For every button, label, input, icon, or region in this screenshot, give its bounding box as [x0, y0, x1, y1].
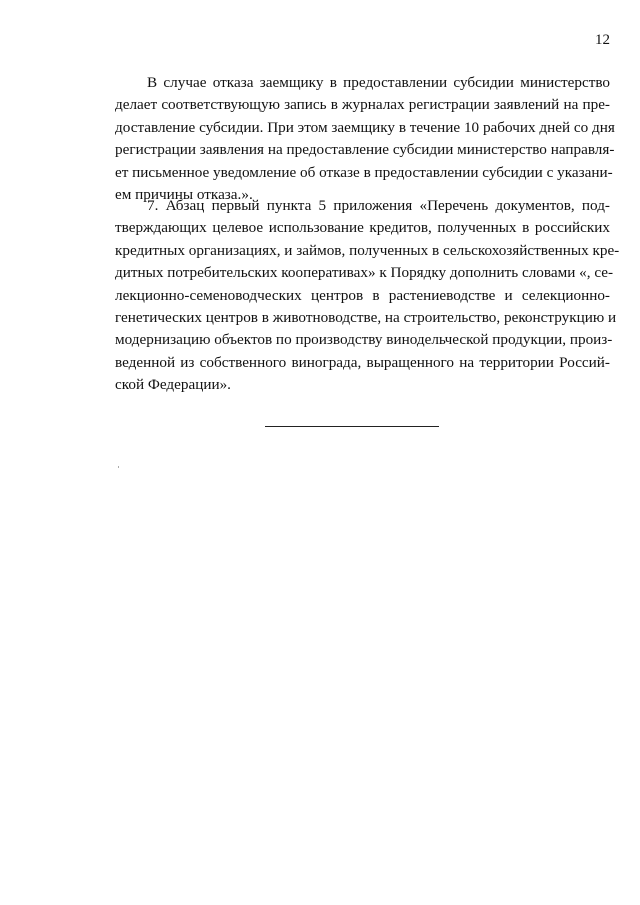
paragraph-line: веденной из собственного винограда, выращенного на территории Россий- [115, 353, 610, 371]
paragraph-line: 7. Абзац первый пункта 5 приложения «Перечень документов, под- [147, 197, 610, 214]
paragraph-line: кредитных организациях, и займов, полученных в сельскохозяйственных кре- [115, 241, 620, 259]
paragraph-line: делает соответствующую запись в журналах регистрации заявлений на пре- [115, 96, 610, 114]
paragraph-line: модернизацию объектов по производству винодельческой продукции, произ- [115, 331, 613, 349]
paragraph-line: генетических центров в животноводстве, на строительство, реконструкцию и [115, 309, 617, 327]
end-separator-line [265, 426, 439, 427]
paragraph-item-7 [115, 195, 620, 397]
paragraph-line: регистрации заявления на предоставление субсидии министерство направля- [115, 141, 615, 159]
paragraph-line: доставление субсидии. При этом заемщику в течение 10 рабочих дней со дня [115, 118, 615, 136]
scan-speck [118, 466, 119, 468]
paragraph-line: ет письменное уведомление об отказе в предоставлении субсидии с указани- [115, 163, 613, 181]
paragraph-refusal-record [115, 72, 615, 206]
paragraph-line: дитных потребительских кооперативах» к Порядку дополнить словами «, се- [115, 264, 614, 282]
paragraph-line: В случае отказа заемщику в предоставлении субсидии министерство [147, 74, 610, 91]
paragraph-line: лекционно-семеноводческих центров в растениеводстве и селекционно- [115, 286, 610, 304]
page-number: 12 [595, 32, 610, 48]
paragraph-line: ем причины отказа.». [115, 186, 253, 204]
paragraph-line: ской Федерации». [115, 376, 231, 394]
paragraph-line: тверждающих целевое использование кредитов, полученных в российских [115, 219, 610, 237]
